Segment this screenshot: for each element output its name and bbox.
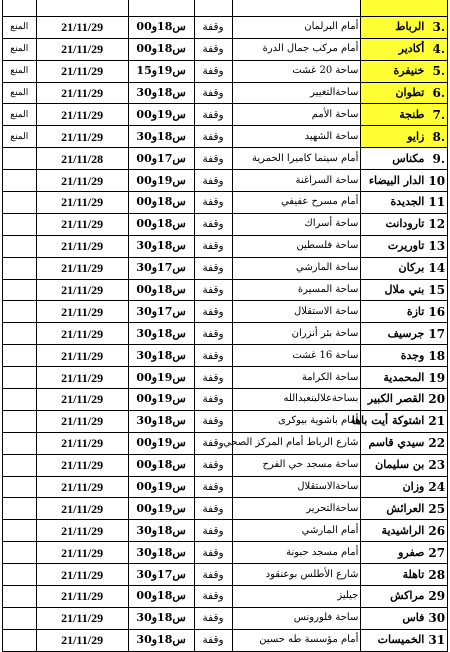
city-cell: تارودانت xyxy=(361,213,427,235)
place-cell: بساحةعلالبنعبدالله xyxy=(232,389,361,411)
date-cell: 21/11/29 xyxy=(36,586,128,608)
note-cell: المنع xyxy=(3,82,37,104)
time-cell: س18و30 xyxy=(128,82,194,104)
action-cell: وقفة xyxy=(194,410,232,432)
place-cell: ساحة المارشي xyxy=(232,257,361,279)
action-cell: وقفة xyxy=(194,301,232,323)
date-cell: 21/11/29 xyxy=(36,82,128,104)
place-cell: أمام باشوية بيوكرى xyxy=(232,410,361,432)
table-row xyxy=(3,323,448,345)
note-cell xyxy=(3,476,37,498)
table-row xyxy=(3,301,448,323)
city-cell: جرسيف xyxy=(361,323,427,345)
row-number-cell: 9. xyxy=(426,148,447,170)
row-number-cell: 25 xyxy=(426,498,447,520)
row-number-cell: 11 xyxy=(426,192,447,214)
date-cell: 21/11/29 xyxy=(36,454,128,476)
note-cell xyxy=(3,0,37,16)
city-cell: تطوان xyxy=(361,82,427,104)
place-cell: ساحة السراغنة xyxy=(232,170,361,192)
row-number-cell: 13 xyxy=(426,235,447,257)
time-cell: س19و15 xyxy=(128,60,194,82)
row-number-cell: 5. xyxy=(426,60,447,82)
table-row xyxy=(3,629,448,651)
place-cell: أمام مسرح عفيفي xyxy=(232,192,361,214)
note-cell xyxy=(3,629,37,651)
row-number-cell: 18 xyxy=(426,345,447,367)
action-cell: وقفة xyxy=(194,586,232,608)
table-row xyxy=(3,82,448,104)
time-cell: س18و00 xyxy=(128,38,194,60)
city-cell: المحمدية xyxy=(361,367,427,389)
place-cell: ساحة الأمم xyxy=(232,104,361,126)
table-row xyxy=(3,476,448,498)
date-cell: 21/11/29 xyxy=(36,60,128,82)
date-cell: 21/11/29 xyxy=(36,301,128,323)
row-number-cell: 4. xyxy=(426,38,447,60)
time-cell: س19و00 xyxy=(128,170,194,192)
note-cell xyxy=(3,367,37,389)
time-cell: س19و00 xyxy=(128,498,194,520)
note-cell xyxy=(3,213,37,235)
date-cell: 21/11/29 xyxy=(36,389,128,411)
action-cell: وقفة xyxy=(194,60,232,82)
place-cell: جيليز xyxy=(232,586,361,608)
action-cell: وقفة xyxy=(194,38,232,60)
place-cell: ساحة المسيرة xyxy=(232,279,361,301)
table-row xyxy=(3,170,448,192)
date-cell: 21/11/29 xyxy=(36,38,128,60)
note-cell xyxy=(3,323,37,345)
note-cell xyxy=(3,564,37,586)
note-cell: المنع xyxy=(3,16,37,38)
place-cell: ساحة فلسطين xyxy=(232,235,361,257)
note-cell: المنع xyxy=(3,38,37,60)
city-cell: صفرو xyxy=(361,542,427,564)
row-number-cell: 15 xyxy=(426,279,447,301)
row-number-cell: 23 xyxy=(426,454,447,476)
action-cell: وقفة xyxy=(194,607,232,629)
note-cell: المنع xyxy=(3,126,37,148)
table-row xyxy=(3,345,448,367)
time-cell: س18و30 xyxy=(128,345,194,367)
row-number-cell: 17 xyxy=(426,323,447,345)
action-cell: وقفة xyxy=(194,16,232,38)
action-cell: وقفة xyxy=(194,520,232,542)
date-cell: 21/11/29 xyxy=(36,213,128,235)
time-cell: س18و30 xyxy=(128,542,194,564)
time-cell: س18و30 xyxy=(128,607,194,629)
date-cell: 21/11/29 xyxy=(36,235,128,257)
note-cell: المنع xyxy=(3,60,37,82)
action-cell: وقفة xyxy=(194,498,232,520)
row-number-cell xyxy=(426,0,447,16)
time-cell: س18و00 xyxy=(128,279,194,301)
action-cell: وقفة xyxy=(194,367,232,389)
action-cell: وقفة xyxy=(194,82,232,104)
table-body xyxy=(3,0,448,651)
note-cell xyxy=(3,148,37,170)
place-cell: ساحة 16 غشت xyxy=(232,345,361,367)
note-cell xyxy=(3,257,37,279)
time-cell: س17و00 xyxy=(128,148,194,170)
table-row xyxy=(3,542,448,564)
date-cell: 21/11/29 xyxy=(36,192,128,214)
table-row xyxy=(3,410,448,432)
time-cell: س18و30 xyxy=(128,126,194,148)
table-row xyxy=(3,607,448,629)
table-row xyxy=(3,257,448,279)
table-row xyxy=(3,126,448,148)
date-cell: 21/11/29 xyxy=(36,498,128,520)
table-row xyxy=(3,432,448,454)
date-cell: 21/11/29 xyxy=(36,279,128,301)
place-cell: أمام سينما كاميرا الحمرية xyxy=(232,148,361,170)
place-cell: ساحة الشهيد xyxy=(232,126,361,148)
action-cell: وقفة xyxy=(194,104,232,126)
note-cell xyxy=(3,279,37,301)
date-cell: 21/11/29 xyxy=(36,104,128,126)
row-number-cell: 22 xyxy=(426,432,447,454)
action-cell: وقفة xyxy=(194,213,232,235)
place-cell xyxy=(232,0,361,16)
action-cell: وقفة xyxy=(194,345,232,367)
city-cell: أكادير xyxy=(361,38,427,60)
row-number-cell: 16 xyxy=(426,301,447,323)
city-cell: تاهلة xyxy=(361,564,427,586)
time-cell: س18و00 xyxy=(128,586,194,608)
date-cell: 21/11/29 xyxy=(36,16,128,38)
action-cell: وقفة xyxy=(194,148,232,170)
row-number-cell: 12 xyxy=(426,213,447,235)
city-cell: خنيفرة xyxy=(361,60,427,82)
city-cell: زايو xyxy=(361,126,427,148)
time-cell: س17و30 xyxy=(128,301,194,323)
city-cell: طنجة xyxy=(361,104,427,126)
city-cell: بركان xyxy=(361,257,427,279)
city-cell: مكناس xyxy=(361,148,427,170)
action-cell: وقفة xyxy=(194,257,232,279)
place-cell: ساحة أسراك xyxy=(232,213,361,235)
row-number-cell: 14 xyxy=(426,257,447,279)
row-number-cell: 26 xyxy=(426,520,447,542)
time-cell: س18و00 xyxy=(128,213,194,235)
place-cell: ساحةالتحرير xyxy=(232,498,361,520)
note-cell: المنع xyxy=(3,104,37,126)
table-row xyxy=(3,235,448,257)
place-cell: ساحة الكرامة xyxy=(232,367,361,389)
place-cell: أمام البرلمان xyxy=(232,16,361,38)
place-cell: ساحة 20 غشت xyxy=(232,60,361,82)
note-cell xyxy=(3,520,37,542)
action-cell: وقفة xyxy=(194,235,232,257)
table-row xyxy=(3,520,448,542)
row-number-cell: 27 xyxy=(426,542,447,564)
row-number-cell: 28 xyxy=(426,564,447,586)
action-cell: وقفة xyxy=(194,432,232,454)
time-cell: س18و00 xyxy=(128,16,194,38)
date-cell: 21/11/29 xyxy=(36,170,128,192)
place-cell: ساحة الاستقلال xyxy=(232,301,361,323)
place-cell: أمام مسجد حبونة xyxy=(232,542,361,564)
time-cell: س19و00 xyxy=(128,367,194,389)
table-row xyxy=(3,389,448,411)
city-cell: بني ملال xyxy=(361,279,427,301)
place-cell: أمام المارشي xyxy=(232,520,361,542)
time-cell xyxy=(128,0,194,16)
row-number-cell: 10 xyxy=(426,170,447,192)
row-number-cell: 8. xyxy=(426,126,447,148)
date-cell: 21/11/29 xyxy=(36,607,128,629)
table-row xyxy=(3,60,448,82)
city-cell: الجديدة xyxy=(361,192,427,214)
date-cell: 21/11/29 xyxy=(36,564,128,586)
action-cell: وقفة xyxy=(194,629,232,651)
action-cell: وقفة xyxy=(194,323,232,345)
place-cell: ساحةالاستقلال xyxy=(232,476,361,498)
place-cell: شارع الرباط أمام المركز الصحي xyxy=(232,432,361,454)
note-cell xyxy=(3,170,37,192)
action-cell: وقفة xyxy=(194,279,232,301)
time-cell: س18و00 xyxy=(128,192,194,214)
table-row xyxy=(3,586,448,608)
date-cell: 21/11/29 xyxy=(36,345,128,367)
table-row xyxy=(3,367,448,389)
note-cell xyxy=(3,389,37,411)
action-cell: وقفة xyxy=(194,454,232,476)
date-cell: 21/11/29 xyxy=(36,432,128,454)
time-cell: س18و30 xyxy=(128,629,194,651)
city-cell: الراشيدية xyxy=(361,520,427,542)
city-cell: الرباط xyxy=(361,16,427,38)
row-number-cell: 20 xyxy=(426,389,447,411)
time-cell: س18و00 xyxy=(128,454,194,476)
city-cell: تاوريرت xyxy=(361,235,427,257)
action-cell: وقفة xyxy=(194,126,232,148)
date-cell: 21/11/29 xyxy=(36,476,128,498)
date-cell: 21/11/29 xyxy=(36,410,128,432)
time-cell: س19و00 xyxy=(128,104,194,126)
row-number-cell: 3. xyxy=(426,16,447,38)
note-cell xyxy=(3,192,37,214)
city-cell: الدار البيضاء xyxy=(361,170,427,192)
action-cell xyxy=(194,0,232,16)
place-cell: ساحة بئر أنزران xyxy=(232,323,361,345)
place-cell: ساحة مسجد حي الفرح xyxy=(232,454,361,476)
row-number-cell: 30 xyxy=(426,607,447,629)
table-row xyxy=(3,38,448,60)
time-cell: س18و30 xyxy=(128,520,194,542)
action-cell: وقفة xyxy=(194,170,232,192)
table-row xyxy=(3,16,448,38)
row-number-cell: 19 xyxy=(426,367,447,389)
time-cell: س18و30 xyxy=(128,410,194,432)
time-cell: س19و00 xyxy=(128,476,194,498)
table-row xyxy=(3,148,448,170)
time-cell: س17و30 xyxy=(128,564,194,586)
row-number-cell: 6. xyxy=(426,82,447,104)
city-cell: اشتوكة أيت باها xyxy=(361,410,427,432)
table-row xyxy=(3,192,448,214)
city-cell: مراكش xyxy=(361,586,427,608)
table-row xyxy=(3,0,448,16)
action-cell: وقفة xyxy=(194,542,232,564)
city-cell: سيدي قاسم xyxy=(361,432,427,454)
protest-schedule-table xyxy=(2,0,448,652)
place-cell: ساحةالتغيير xyxy=(232,82,361,104)
date-cell: 21/11/29 xyxy=(36,257,128,279)
action-cell: وقفة xyxy=(194,192,232,214)
city-cell: القصر الكبير xyxy=(361,389,427,411)
city-cell: الخميسات xyxy=(361,629,427,651)
date-cell: 21/11/29 xyxy=(36,542,128,564)
place-cell: أمام مركب جمال الدرة xyxy=(232,38,361,60)
place-cell: أمام مؤسسة طه حسين xyxy=(232,629,361,651)
date-cell: 21/11/29 xyxy=(36,323,128,345)
action-cell: وقفة xyxy=(194,564,232,586)
note-cell xyxy=(3,432,37,454)
row-number-cell: 21 xyxy=(426,410,447,432)
table-row xyxy=(3,104,448,126)
note-cell xyxy=(3,410,37,432)
date-cell: 21/11/29 xyxy=(36,126,128,148)
note-cell xyxy=(3,586,37,608)
city-cell: فاس xyxy=(361,607,427,629)
place-cell: شارع الأطلس بوعنقود xyxy=(232,564,361,586)
city-cell: وجدة xyxy=(361,345,427,367)
note-cell xyxy=(3,607,37,629)
note-cell xyxy=(3,301,37,323)
time-cell: س18و30 xyxy=(128,235,194,257)
row-number-cell: 7. xyxy=(426,104,447,126)
note-cell xyxy=(3,542,37,564)
city-cell: العرائش xyxy=(361,498,427,520)
table-row xyxy=(3,564,448,586)
table-row xyxy=(3,213,448,235)
time-cell: س18و30 xyxy=(128,323,194,345)
table-row xyxy=(3,454,448,476)
action-cell: وقفة xyxy=(194,389,232,411)
row-number-cell: 31 xyxy=(426,629,447,651)
date-cell: 21/11/29 xyxy=(36,629,128,651)
note-cell xyxy=(3,345,37,367)
date-cell xyxy=(36,0,128,16)
note-cell xyxy=(3,498,37,520)
time-cell: س17و30 xyxy=(128,257,194,279)
action-cell: وقفة xyxy=(194,476,232,498)
note-cell xyxy=(3,235,37,257)
row-number-cell: 24 xyxy=(426,476,447,498)
city-cell: بن سليمان xyxy=(361,454,427,476)
time-cell: س19و00 xyxy=(128,389,194,411)
city-cell xyxy=(361,0,427,16)
date-cell: 21/11/28 xyxy=(36,148,128,170)
place-cell: ساحة فلورونس xyxy=(232,607,361,629)
time-cell: س19و00 xyxy=(128,432,194,454)
date-cell: 21/11/29 xyxy=(36,367,128,389)
date-cell: 21/11/29 xyxy=(36,520,128,542)
table-row xyxy=(3,498,448,520)
note-cell xyxy=(3,454,37,476)
city-cell: وزان xyxy=(361,476,427,498)
city-cell: تازة xyxy=(361,301,427,323)
table-row xyxy=(3,279,448,301)
row-number-cell: 29 xyxy=(426,586,447,608)
